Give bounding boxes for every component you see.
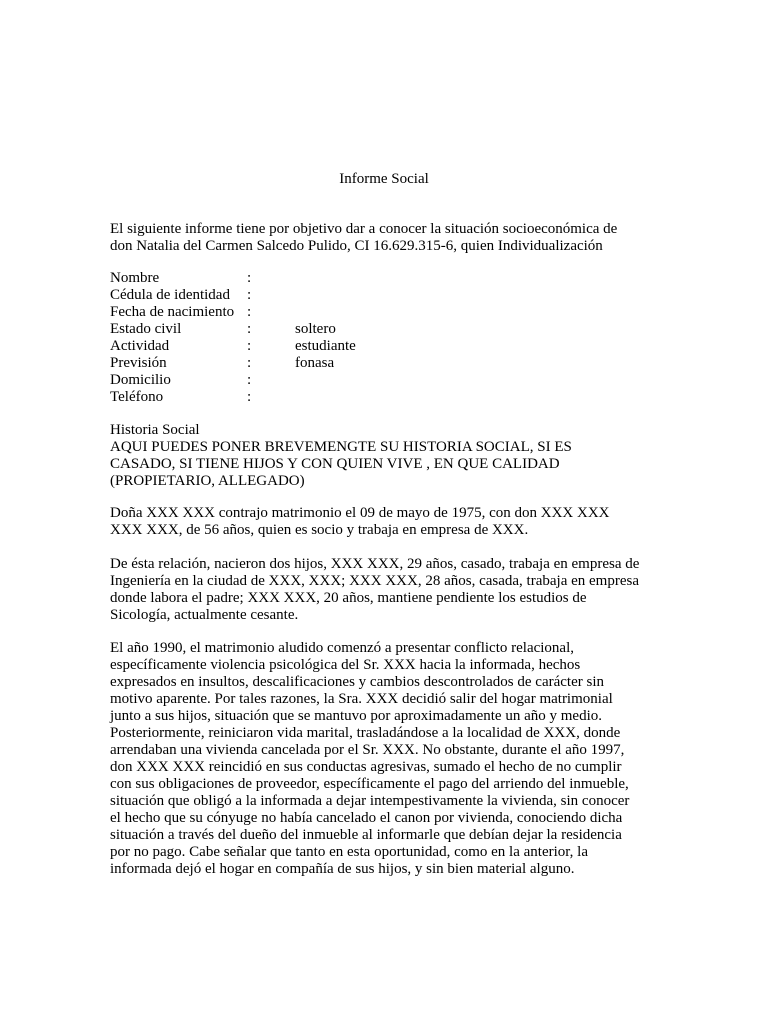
paragraph-line: El año 1990, el matrimonio aludido comenzó a presentar conflicto relacional, [110,640,575,656]
field-label: Actividad [110,338,170,354]
marriage-paragraph [110,505,670,539]
field-row-domicilio [110,372,510,389]
paragraph-line: situación que obligó a la informada a dejar intempestivamente la vivienda, sin conocer [110,793,630,809]
field-value: fonasa [295,355,335,371]
paragraph-line: De ésta relación, nacieron dos hijos, XXX XXX, 29 años, casado, trabaja en empresa de [110,556,640,572]
field-label: Cédula de identidad [110,287,230,303]
field-value: estudiante [295,338,356,354]
intro-line: don Natalia del Carmen Salcedo Pulido, CI 16.629.315-6, quien Individualización [110,238,603,254]
field-row-fecha-nacimiento [110,304,510,321]
paragraph-line: Sicología, actualmente cesante. [110,607,299,623]
field-colon: : [247,338,252,354]
field-row-nombre [110,270,510,287]
paragraph-line: arrendaban una vivienda cancelada por el Sr. XXX. No obstante, durante el año 1997, [110,742,625,758]
social-history-section [110,422,670,490]
field-row-prevision [110,355,510,372]
paragraph-line: por no pago. Cabe señalar que tanto en esta oportunidad, como en la anterior, la [110,844,588,860]
intro-paragraph [110,221,670,255]
section-heading: Historia Social [110,422,200,438]
field-row-actividad [110,338,510,355]
field-label: Teléfono [110,389,164,405]
paragraph-line: específicamente violencia psicológica del Sr. XXX hacia la informada, hechos [110,657,581,673]
field-colon: : [247,355,252,371]
paragraph-line: el hecho que su cónyuge no había cancelado el canon por vivienda, conociendo dicha [110,810,623,826]
field-label: Nombre [110,270,160,286]
paragraph-line: XXX XXX, de 56 años, quien es socio y trabaja en empresa de XXX. [110,522,529,538]
field-colon: : [247,270,252,286]
history-line: (PROPIETARIO, ALLEGADO) [110,473,305,489]
field-label: Fecha de nacimiento [110,304,235,320]
field-colon: : [247,304,252,320]
identification-fields [110,270,510,406]
paragraph-line: situación a través del dueño del inmueble al informarle que debían dejar la residencia [110,827,622,843]
paragraph-line: Ingeniería en la ciudad de XXX, XXX; XXX XXX, 28 años, casada, trabaja en empresa [110,573,639,589]
paragraph-line: don XXX XXX reincidió en sus conductas agresivas, sumado el hecho de no cumplir [110,759,622,775]
paragraph-line: donde labora el padre; XXX XXX, 20 años, mantiene pendiente los estudios de [110,590,587,606]
field-row-cedula [110,287,510,304]
field-colon: : [247,287,252,303]
field-colon: : [247,321,252,337]
children-paragraph [110,556,670,624]
history-line: AQUI PUEDES PONER BREVEMENGTE SU HISTORIA SOCIAL, SI ES [110,439,572,455]
field-label: Previsión [110,355,167,371]
field-label: Domicilio [110,372,171,388]
paragraph-line: informada dejó el hogar en compañía de sus hijos, y sin bien material alguno. [110,861,575,877]
field-label: Estado civil [110,321,182,337]
paragraph-line: Doña XXX XXX contrajo matrimonio el 09 de mayo de 1975, con don XXX XXX [110,505,610,521]
document-title: Informe Social [339,171,429,187]
conflict-paragraph [110,640,670,878]
paragraph-line: expresados en insultos, descalificaciones y cambios descontrolados de carácter sin [110,674,604,690]
field-colon: : [247,372,252,388]
paragraph-line: Posteriormente, reiniciaron vida marital, trasladándose a la localidad de XXX, donde [110,725,621,741]
paragraph-line: con sus obligaciones de proveedor, específicamente el pago del arriendo del inmueble, [110,776,629,792]
paragraph-line: junto a sus hijos, situación que se mantuvo por aproximadamente un año y medio. [110,708,602,724]
field-row-telefono [110,389,510,406]
field-row-estado-civil [110,321,510,338]
field-value: soltero [295,321,336,337]
paragraph-line: motivo aparente. Por tales razones, la Sra. XXX decidió salir del hogar matrimonial [110,691,613,707]
intro-line: El siguiente informe tiene por objetivo dar a conocer la situación socioeconómica de [110,221,618,237]
history-line: CASADO, SI TIENE HIJOS Y CON QUIEN VIVE , EN QUE CALIDAD [110,456,560,472]
field-colon: : [247,389,252,405]
